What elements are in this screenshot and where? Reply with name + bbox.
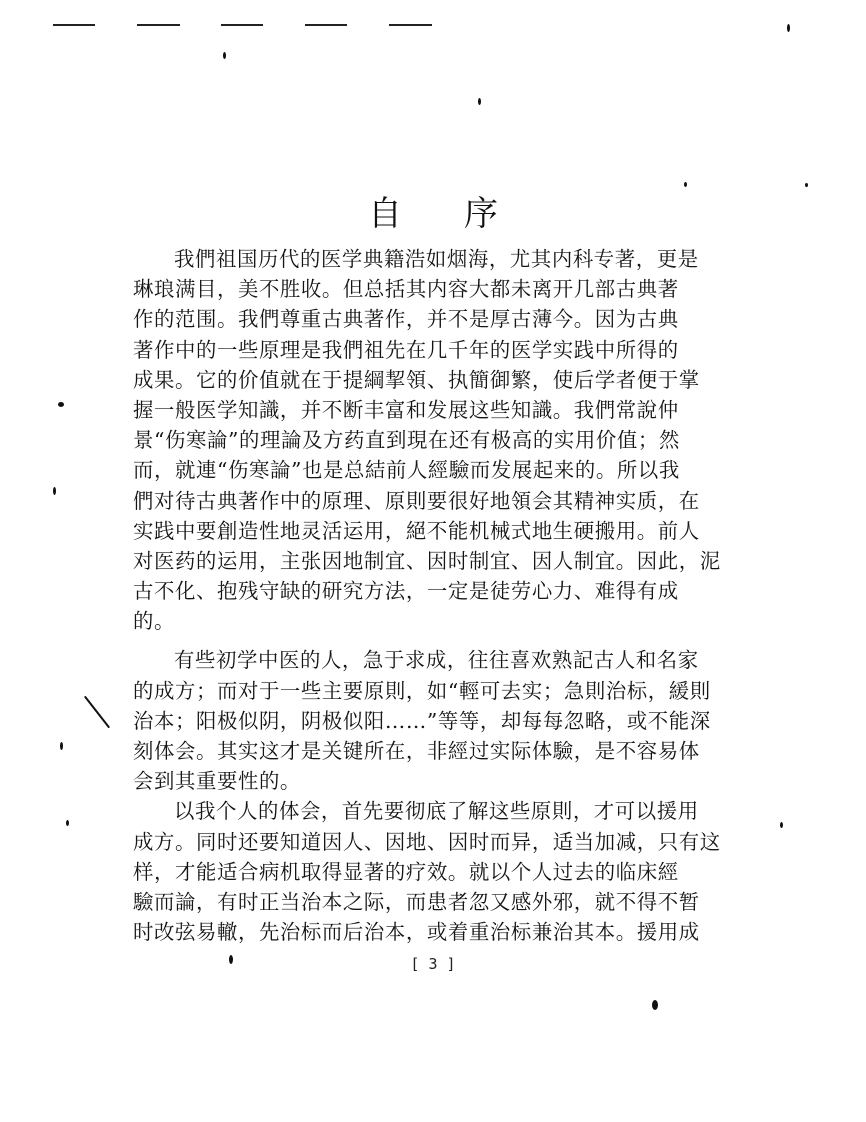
scan-speck [684,182,687,187]
page-number: [ 3 ] [410,955,456,973]
header-rule [137,24,180,26]
title-char-2: 序 [464,194,498,234]
header-rule [389,24,432,26]
text-line: 景“伤寒論”的理論及方药直到現在还有极高的实用价值；然 [133,428,680,453]
text-line: 琳琅满目，美不胜收。但总括其内容大都未离开几部古典著 [133,277,679,302]
scan-speck [478,98,481,105]
scan-speck [53,487,56,495]
scan-speck [780,822,783,828]
header-rule [305,24,347,26]
scan-speck [66,820,69,826]
text-line: 而，就連“伤寒論”也是总結前人經驗而发展起来的。所以我 [133,458,680,483]
scan-speck [84,696,110,729]
scan-speck [58,402,64,407]
text-line: 著作中的一些原理是我們祖先在几千年的医学实践中所得的 [133,337,679,362]
scan-speck [229,955,233,964]
text-line: 时改弦易轍，先治标而后治本，或着重治标兼治其本。援用成 [133,920,700,945]
scan-speck [60,742,63,750]
text-line: 成果。它的价值就在于提綱挈領、执簡御繁，使后学者便于掌 [133,367,700,392]
text-line: 实践中要創造性地灵活运用，絕不能机械式地生硬搬用。前人 [133,518,700,543]
text-line: 的成方；而对于一些主要原則，如“輕可去实；急則治标，緩則 [133,678,711,703]
text-line: 的。 [133,609,175,634]
page-title [0,186,866,235]
text-line: 样，才能适合病机取得显著的疗效。就以个人过去的临床經 [133,859,679,884]
scan-speck [223,52,226,59]
text-line: 以我个人的体会，首先要彻底了解这些原則，才可以援用 [174,799,699,824]
text-line: 治本；阳极似阴，阴极似阳……”等等，却每每忽略，或不能深 [133,708,711,733]
text-line: 驗而論，有时正当治本之际，而患者忽又感外邪，就不得不暂 [133,889,700,914]
text-line: 我們祖国历代的医学典籍浩如烟海，尤其内科专著，更是 [174,247,699,271]
text-line: 們对待古典著作中的原理、原則要很好地領会其精神实质，在 [133,488,700,513]
preface-body [133,244,745,947]
header-rule [53,24,95,26]
text-line: 作的范围。我們尊重古典著作，并不是厚古薄今。因为古典 [133,307,679,332]
text-line: 古不化、抱残守缺的研究方法，一定是徒劳心力、难得有成 [133,579,679,604]
text-line: 有些初学中医的人，急于求成，往往喜欢熟記古人和名家 [174,648,699,673]
scan-speck [787,24,790,32]
text-line: 对医药的运用，主张因地制宜、因时制宜、因人制宜。因此，泥 [133,548,721,573]
header-rule [221,24,263,26]
text-line: 会到其重要性的。 [133,769,301,794]
title-char-1: 自 [368,194,402,234]
scan-speck [652,1000,658,1010]
scan-speck [805,183,808,187]
text-line: 刻体会。其实这才是关键所在，非經过实际体驗，是不容易体 [133,739,700,763]
text-line: 握一般医学知識，并不断丰富和发展这些知識。我們常說仲 [133,397,679,422]
text-line: 成方。同时还要知道因人、因地、因时而异，适当加减，只有这 [133,829,721,854]
